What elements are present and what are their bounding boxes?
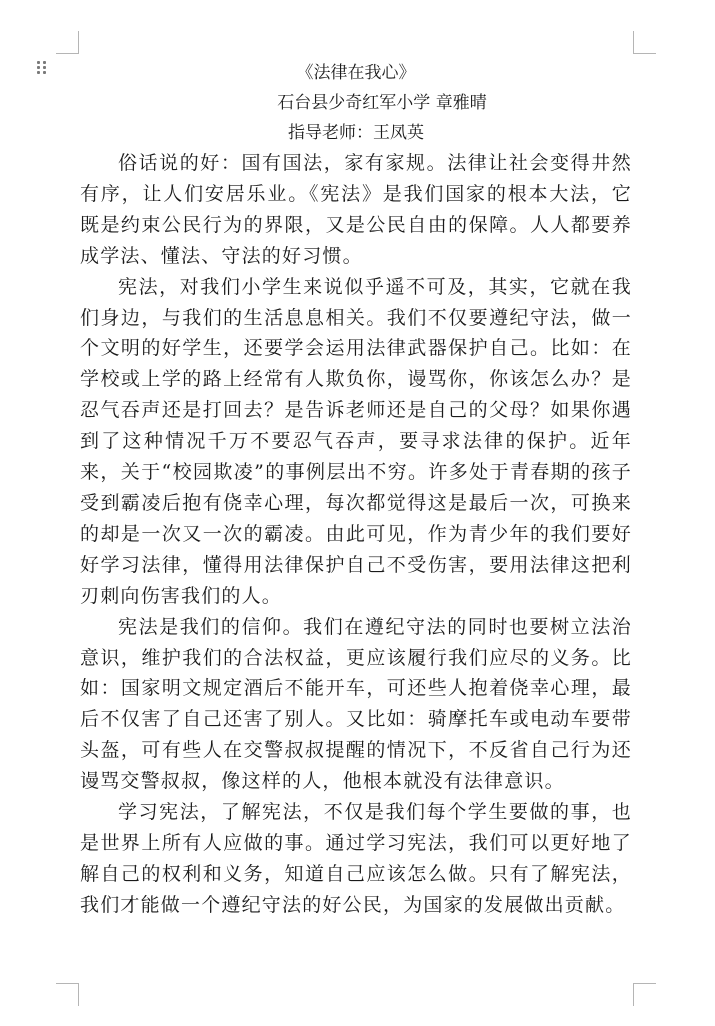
page-corner-mark-bottom-right [633,983,656,1006]
paragraph-2: 宪法，对我们小学生来说似乎遥不可及，其实，它就在我们身边，与我们的生活息息相关。我们不仅要遵纪守法，做一个文明的好学生，还要学会运用法律武器保护自己。比如：在学校或上学的路上经常有人欺负你，谩骂你，你该怎么办？是忍气吞声还是打回去？是告诉老师还是自己的父母？如果你遇到了这种情况千万不要忍气吞声，要寻求法律的保护。近年来，关于“校园欺凌”的事例层出不穷。许多处于青春期的孩子受到霸凌后抱有侥幸心理，每次都觉得这是最后一次，可换来的却是一次又一次的霸凌。由此可见，作为青少年的我们要好好学习法律，懂得用法律保护自己不受伤害，要用法律这把利刃刺向伤害我们的人。 [80,275,632,607]
drag-handle-icon[interactable] [37,61,47,75]
page-corner-mark-bottom-left [56,983,79,1006]
paragraph-3: 宪法是我们的信仰。我们在遵纪守法的同时也要树立法治意识，维护我们的合法权益，更应该履行我们应尽的义务。比如：国家明文规定酒后不能开车，可还些人抱着侥幸心理，最后不仅害了自己还害了别人。又比如：骑摩托车或电动车要带头盔，可有些人在交警叔叔提醒的情况下，不反省自己行为还谩骂交警叔叔，像这样的人，他根本就没有法律意识。 [80,615,632,793]
document-title: 《法律在我心》 [296,63,416,83]
teacher-line: 指导老师：王凤英 [288,123,424,143]
page-corner-mark-top-left [56,31,79,54]
page-corner-mark-top-right [633,31,656,54]
paragraph-4: 学习宪法，了解宪法，不仅是我们每个学生要做的事，也是世界上所有人应做的事。通过学习宪法，我们可以更好地了解自己的权利和义务，知道自己应该怎么做。只有了解宪法，我们才能做一个遵纪守法的好公民，为国家的发展做出贡献。 [80,801,632,916]
paragraph-1: 俗话说的好：国有国法，家有家规。法律让社会变得井然有序，让人们安居乐业。《宪法》是我们国家的根本大法，它既是约束公民行为的界限，又是公民自由的保障。人人都要养成学法、懂法、守法的好习惯。 [80,152,632,267]
document-body [80,58,632,921]
author-line: 石台县少奇红军小学 章雅晴 [277,93,487,113]
